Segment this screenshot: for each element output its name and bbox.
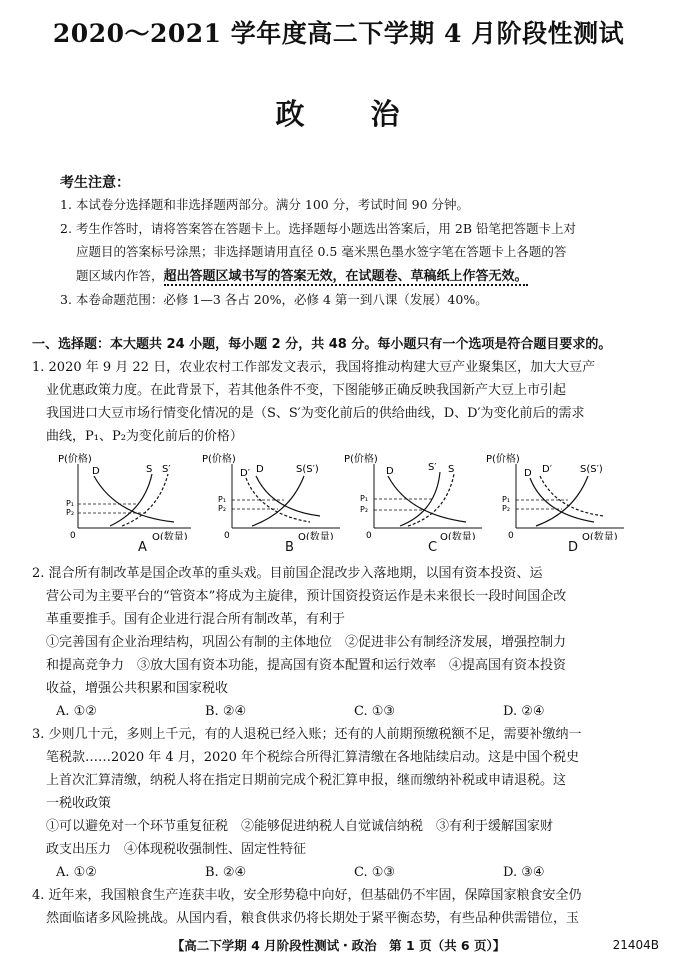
subject-title [0, 92, 677, 133]
graph-a-p2: P₂ [66, 508, 75, 517]
q1-line-4: 曲线，P₁、P₂为变化前后的价格） [46, 429, 243, 444]
graph-a [56, 450, 201, 560]
q2-option-b[interactable]: B. ②④ [205, 704, 247, 719]
graph-b-curve-3: S(S′) [296, 464, 319, 475]
graph-d-curve-2: D′ [542, 464, 552, 475]
exam-title: 2020～2021 学年度高二下学期 4 月阶段性测试 [52, 19, 625, 48]
section-heading: 一、选择题：本大题共 24 小题，每小题 2 分，共 48 分。每小题只有一个选项是符合题目要求的。 [32, 337, 612, 352]
graph-b-origin: 0 [224, 531, 230, 540]
graph-d-curve-3: S(S′) [580, 464, 603, 475]
footer-code: 21404B [612, 938, 659, 952]
q3-line-6: 政支出压力 ④体现税收强制性、固定性特征 [46, 842, 307, 857]
question-3 [32, 723, 652, 884]
q1-line-1: 1. 2020 年 9 月 22 日，农业农村工作部发文表示，我国将推动构建大豆产业聚集区，加大大豆产 [32, 360, 596, 375]
graph-a-x-axis: Q(数量) [152, 532, 188, 540]
graph-c-curve-3: S [448, 464, 455, 475]
graph-b-x-axis: Q(数量) [298, 532, 334, 540]
graph-b [200, 450, 345, 560]
q1-line-3: 我国进口大豆市场行情变化情况的是（S、S′为变化前后的供给曲线，D、D′为变化前后的需求 [46, 406, 585, 421]
graph-d-curve-1: D [524, 468, 532, 479]
q2-line-1: 2. 混合所有制改革是国企改革的重头戏。目前国企混改步入落地期，以国有资本投资、运 [32, 566, 543, 581]
subject-char-2: 治 [370, 97, 402, 131]
q3-option-d[interactable]: D. ③④ [503, 865, 545, 880]
notice-emphasis: 超出答题区域书写的答案无效，在试题卷、草稿纸上作答无效。 [163, 268, 528, 284]
q3-option-b[interactable]: B. ②④ [205, 865, 247, 880]
q3-option-a[interactable]: A. ①② [56, 865, 97, 880]
graph-a-origin: 0 [70, 531, 76, 540]
notice-item-2b: 应题目的答案标号涂黑；非选择题请用直径 0.5 毫米黑色墨水签字笔在答题卡上各题的答 [76, 244, 567, 259]
q2-line-3: 革重要推手。国有企业进行混合所有制改革，有利于 [46, 612, 346, 627]
q2-line-5: 和提高竞争力 ③放大国有资本功能，提高国有资本配置和运行效率 ④提高国有资本投资 [46, 658, 567, 673]
graph-a-curve-2: S [146, 464, 153, 475]
notice-item-1: 1. 本试卷分选择题和非选择题两部分。满分 100 分，考试时间 90 分钟。 [60, 197, 470, 212]
graph-b-curve-2: D [256, 464, 264, 475]
q2-option-c[interactable]: C. ①③ [354, 704, 396, 719]
graph-c-label: C [428, 540, 438, 555]
q3-line-5: ①可以避免对一个环节重复征税 ②能够促进纳税人自觉诚信纳税 ③有利于缓解国家财 [46, 819, 554, 834]
q4-line-1: 4. 近年来，我国粮食生产连获丰收，安全形势稳中向好，但基础仍不牢固，保障国家粮食安全仍 [32, 888, 582, 903]
graph-c-origin: 0 [366, 531, 372, 540]
question-4 [32, 884, 652, 930]
graph-d-p1: P₁ [502, 495, 511, 504]
graph-d-y-axis: P(价格) [486, 454, 520, 465]
graph-a-curve-3: S′ [162, 464, 171, 475]
graph-c-curve-2: S′ [428, 462, 437, 473]
q2-line-2: 营公司为主要平台的“管资本”将成为主旋律，预计国资投资运作是未来很长一段时间国企改 [46, 589, 567, 604]
graph-a-curve-1: D [92, 466, 100, 477]
graph-d-origin: 0 [508, 531, 514, 540]
q3-options [32, 861, 652, 884]
graph-a-label: A [138, 540, 147, 555]
notice-heading: 考生注意： [60, 175, 130, 191]
q3-line-3: 上首次汇算清缴，纳税人将在指定日期前完成个税汇算申报，继而缴纳补税或申请退税。这 [46, 773, 567, 788]
notice-item-2c-text: 题区域内作答， [76, 267, 164, 283]
graph-c-y-axis: P(价格) [344, 454, 378, 465]
footer-text: 【高二下学期 4 月阶段性测试・政治 第 1 页（共 6 页）】 [171, 938, 506, 953]
graph-c [342, 450, 487, 560]
notice-item-2a: 2. 考生作答时，请将答案答在答题卡上。选择题每小题选出答案后，用 2B 铅笔把答题卡上对 [60, 220, 576, 236]
q4-line-2: 然面临诸多风险挑战。从国内看，粮食供求仍将长期处于紧平衡态势，有些品种供需错位，玉 [46, 911, 580, 926]
q3-line-1: 3. 少则几十元，多则上千元，有的人退税已经入账；还有的人前期预缴税额不足，需要补缴纳一 [32, 727, 582, 742]
q3-line-2: 笔税款……2020 年 4 月，2020 年个税综合所得汇算清缴在各地陆续启动。这是中国个税史 [46, 750, 579, 765]
graph-b-curve-1: D′ [240, 468, 250, 479]
q3-line-4: 一税收政策 [46, 796, 112, 811]
graph-d-label: D [568, 540, 579, 555]
question-1 [32, 356, 652, 448]
graph-b-y-axis: P(价格) [202, 454, 236, 465]
q2-option-a[interactable]: A. ①② [56, 704, 97, 719]
graph-a-y-axis: P(价格) [58, 454, 92, 465]
graph-c-x-axis: Q(数量) [440, 532, 476, 540]
graph-c-p2: P₂ [360, 505, 369, 514]
q2-option-d[interactable]: D. ②④ [503, 704, 545, 719]
graph-b-p1: P₁ [218, 495, 227, 504]
graph-d [484, 450, 629, 560]
graph-c-curve-1: D [386, 466, 394, 477]
graph-c-p1: P₁ [360, 494, 369, 503]
graph-b-label: B [285, 540, 294, 555]
q2-line-4: ①完善国有企业治理结构，巩固公有制的主体地位 ②促进非公有制经济发展，增强控制力 [46, 635, 567, 650]
notice-item-2c [60, 264, 646, 289]
graph-d-p2: P₂ [502, 504, 511, 513]
q3-option-c[interactable]: C. ①③ [354, 865, 396, 880]
graph-a-p1: P₁ [66, 499, 75, 508]
subject-char-1: 政 [275, 97, 307, 131]
graph-b-p2: P₂ [218, 504, 227, 513]
q2-options [32, 700, 652, 723]
question-2 [32, 562, 652, 723]
graph-d-x-axis: Q(数量) [582, 532, 618, 540]
notice-list [60, 193, 646, 312]
notice-item-3: 3. 本卷命题范围：必修 1—3 各占 20%，必修 4 第一到八课（发展）40%。 [60, 292, 488, 307]
q2-line-6: 收益，增强公共积累和国家税收 [46, 681, 229, 696]
q1-line-2: 业优惠政策力度。在此背景下，若其他条件不变，下图能够正确反映我国新产大豆上市引起 [46, 383, 567, 398]
page-footer [0, 936, 677, 954]
